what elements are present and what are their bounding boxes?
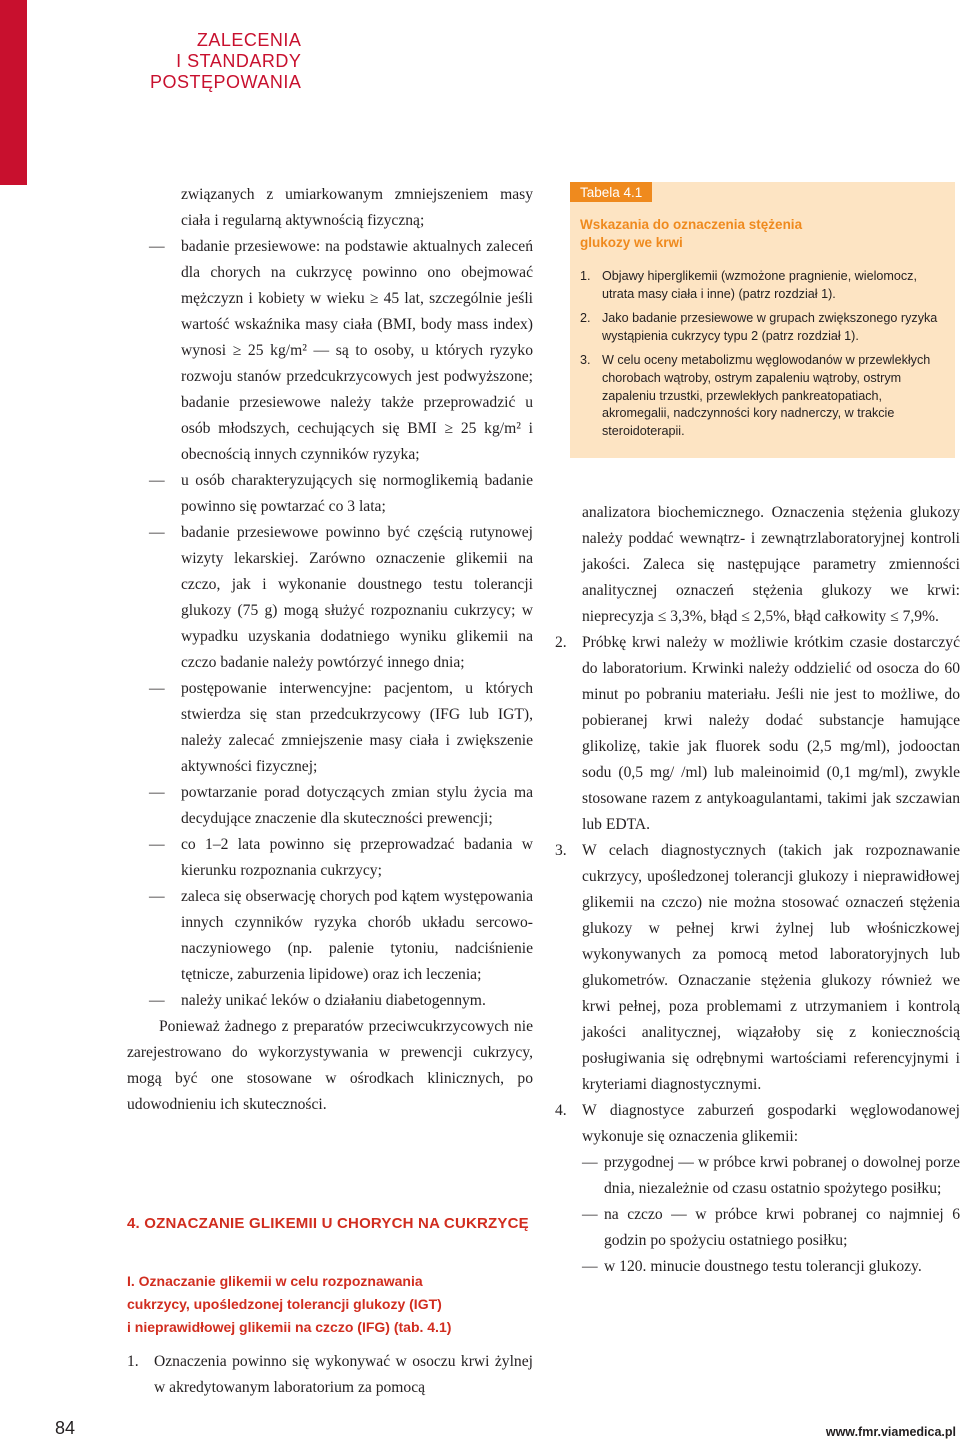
sub-bullet-ogtt: — w 120. minucie doustnego testu tolerancji glukozy. [555, 1254, 960, 1280]
paragraph-prevention: Ponieważ żadnego z preparatów przeciwcukrzycowych nie zarejestrowano do wykorzystywania w prewencji cukrzycy, mogą być one stosowane w ośrodkach klinicznych, po udowodnieniu ich skuteczności. [127, 1018, 533, 1113]
subsection-line-3: i nieprawidłowej glikemii na czczo (IFG) (tab. 4.1) [127, 1319, 452, 1335]
header-line-1: ZALECENIA [196, 30, 302, 50]
item-text: Oznaczenia powinno się wykonywać w osoczu krwi żylnej w akredytowanym laboratorium za pomocą [154, 1353, 533, 1396]
left-continuation: związanych z umiarkowanym zmniejszeniem masy ciała i regularną aktywnością fizyczną; [181, 186, 533, 229]
table-list-item [580, 310, 948, 345]
bullet-periodic-tests: — co 1–2 lata powinno się przeprowadzać badania w kierunku rozpoznania cukrzycy; [127, 832, 533, 884]
subsection-line-1: I. Oznaczanie glikemii w celu rozpoznawania [127, 1273, 423, 1289]
table-title-line-1: Wskazania do oznaczenia stężenia [580, 217, 803, 232]
table-item-text: W celu oceny metabolizmu węglowodanów w przewlekłych chorobach wątroby, ostrym zapaleniu wątroby, ostrym zapaleniu trzustki, przewlekłych pankreatopatiach, akromegalii, nadczynności kory nadnerczy, w trakcie steroidoterapii. [602, 353, 931, 438]
bullet-avoid-drugs: — należy unikać leków o działaniu diabetogennym. [127, 988, 533, 1014]
continuation-text: analizatora biochemicznego. Oznaczenia stężenia glukozy należy poddać wewnątrz- i zewnątrzlaboratoryjnej kontroli jakości. Zaleca się następujące parametry zmienności analitycznej oznaczeń stężenia glukozy we krwi: nieprecyzja ≤ 3,3%, błąd ≤ 2,5%, błąd całkowity ≤ 7,9%. [582, 504, 960, 625]
bullet-screening: — badanie przesiewowe: na podstawie aktualnych zaleceń dla chorych na cukrzycę powinno ono obejmować mężczyzn i kobiety w wieku ≥ 45 lat, szczególnie jeśli wartość wskaźnika masy ciała (BMI, body mass index) wynosi ≥ 25 kg/m² — są to osoby, u których ryzyko rozwoju stanów przedcukrzycowych jest podwyższone; badanie przesiewowe należy także przeprowadzić u osób młodszych, cechujących się BMI ≥ 25 kg/m² i obecnością innych czynników ryzyka; [127, 234, 533, 468]
table-item-number: 1. [580, 269, 591, 283]
table-list-item [580, 268, 948, 303]
page-number: 84 [55, 1418, 76, 1438]
sub-bullet-random: — przygodnej — w próbce krwi pobranej o dowolnej porze dnia, niezależnie od czasu ostatnio spożytego posiłku; [555, 1150, 960, 1202]
right-column [555, 500, 960, 1280]
table-item-number: 3. [580, 353, 591, 368]
table-item-text: Objawy hiperglikemii (wzmożone pragnienie, wielomocz, utrata masy ciała i inne) (patrz rozdział 1). [602, 269, 917, 301]
numbered-item-3 [555, 838, 960, 1098]
right-continuation [555, 500, 960, 630]
left-numbered-item [127, 1349, 533, 1401]
table-item-number: 2. [580, 311, 591, 326]
item-text: Próbkę krwi należy w możliwie krótkim czasie dostarczyć do laboratorium. Krwinki należy oddzielić od osocza do 60 minut po pobraniu materiału. Jeśli nie jest to możliwe, do pobieranej krwi należy dodać substancje hamujące glikolizę, takie jak fluorek sodu (2,5 mg/ml), jodooctan sodu (0,5 mg/ /ml) lub maleinoimid (0,1 mg/ml), zwykle stosowane razem z antykoagulantami, takimi jak szczawian lub EDTA. [582, 634, 960, 833]
item-number: 2. [555, 634, 567, 651]
header-line-2: I STANDARDY [176, 51, 302, 71]
numbered-item-1 [127, 1349, 533, 1401]
table-title [580, 216, 802, 252]
subsection-title [127, 1270, 547, 1339]
header-line-3: POSTĘPOWANIA [150, 72, 302, 92]
table-title-line-2: glukozy we krwi [580, 235, 683, 250]
journal-header [150, 30, 301, 93]
bullet-intervention: — postępowanie interwencyjne: pacjentom, u których stwierdza się stan przedcukrzycowy (IFG lub IGT), należy zalecać zmniejszenie masy ciała i zwiększenie aktywności fizycznej; [127, 676, 533, 780]
bullet-routine-visit: — badanie przesiewowe powinno być częścią rutynowej wizyty lekarskiej. Zarówno oznaczenie glikemii na czczo, jak i wykonanie doustnego testu tolerancji glukozy (75 g) mogą służyć rozpoznaniu cukrzycy; w wypadku uzyskania dodatniego wyniku glikemii na czczo badanie należy powtórzyć innego dnia; [127, 520, 533, 676]
sub-bullet-fasting: — na czczo — w próbce krwi pobranej co najmniej 6 godzin po spożyciu ostatniego posiłku; [555, 1202, 960, 1254]
footer-url: www.fmr.viamedica.pl [825, 1425, 956, 1439]
left-column [127, 182, 533, 1118]
bullet-advice: — powtarzanie porad dotyczących zmian stylu życia ma decydujące znaczenie dla skuteczności prewencji; [127, 780, 533, 832]
item-number: 4. [555, 1102, 567, 1119]
table-box [570, 182, 955, 458]
item-number: 3. [555, 842, 567, 859]
item-number: 1. [127, 1353, 139, 1370]
table-list-item [580, 352, 948, 440]
bullet-cv-risk: — zaleca się obserwację chorych pod kątem występowania innych czynników ryzyka chorób układu sercowo-naczyniowego (np. palenie tytoniu, nadciśnienie tętnicze, zaburzenia lipidowe) oraz ich leczenia; [127, 884, 533, 988]
item-text: W celach diagnostycznych (takich jak rozpoznawanie cukrzycy, upośledzonej tolerancji glukozy i nieprawidłowej glikemii na czczo) nie można stosować oznaczeń stężenia glukozy w pełnej krwi żylnej lub włośniczkowej wykonywanych za pomocą metod laboratoryjnych lub glukometrów. Oznaczanie stężenia glukozy również we krwi pełnej, poza problemami z utrzymaniem i kontrolą jakości analitycznej, wiązałoby się z koniecznością posługiwania się odrębnymi wartościami referencyjnymi i kryteriami diagnostycznymi. [582, 842, 960, 1093]
section-title: 4. OZNACZANIE GLIKEMII U CHORYCH NA CUKRZYCĘ [127, 1215, 529, 1232]
bullet-normoglycemia: — u osób charakteryzujących się normoglikemią badanie powinno się powtarzać co 3 lata; [127, 468, 533, 520]
item-text: W diagnostyce zaburzeń gospodarki węglowodanowej wykonuje się oznaczenia glikemii: [582, 1102, 960, 1145]
table-item-text: Jako badanie przesiewowe w grupach zwiększonego ryzyka wystąpienia cukrzycy typu 2 (patrz rozdział 1). [602, 311, 938, 343]
subsection-line-2: cukrzycy, upośledzonej tolerancji glukozy (IGT) [127, 1296, 442, 1312]
numbered-item-2 [555, 630, 960, 838]
table-label: Tabela 4.1 [570, 182, 652, 202]
table-list [580, 268, 948, 447]
numbered-item-4 [555, 1098, 960, 1150]
red-accent-bar [0, 0, 27, 185]
